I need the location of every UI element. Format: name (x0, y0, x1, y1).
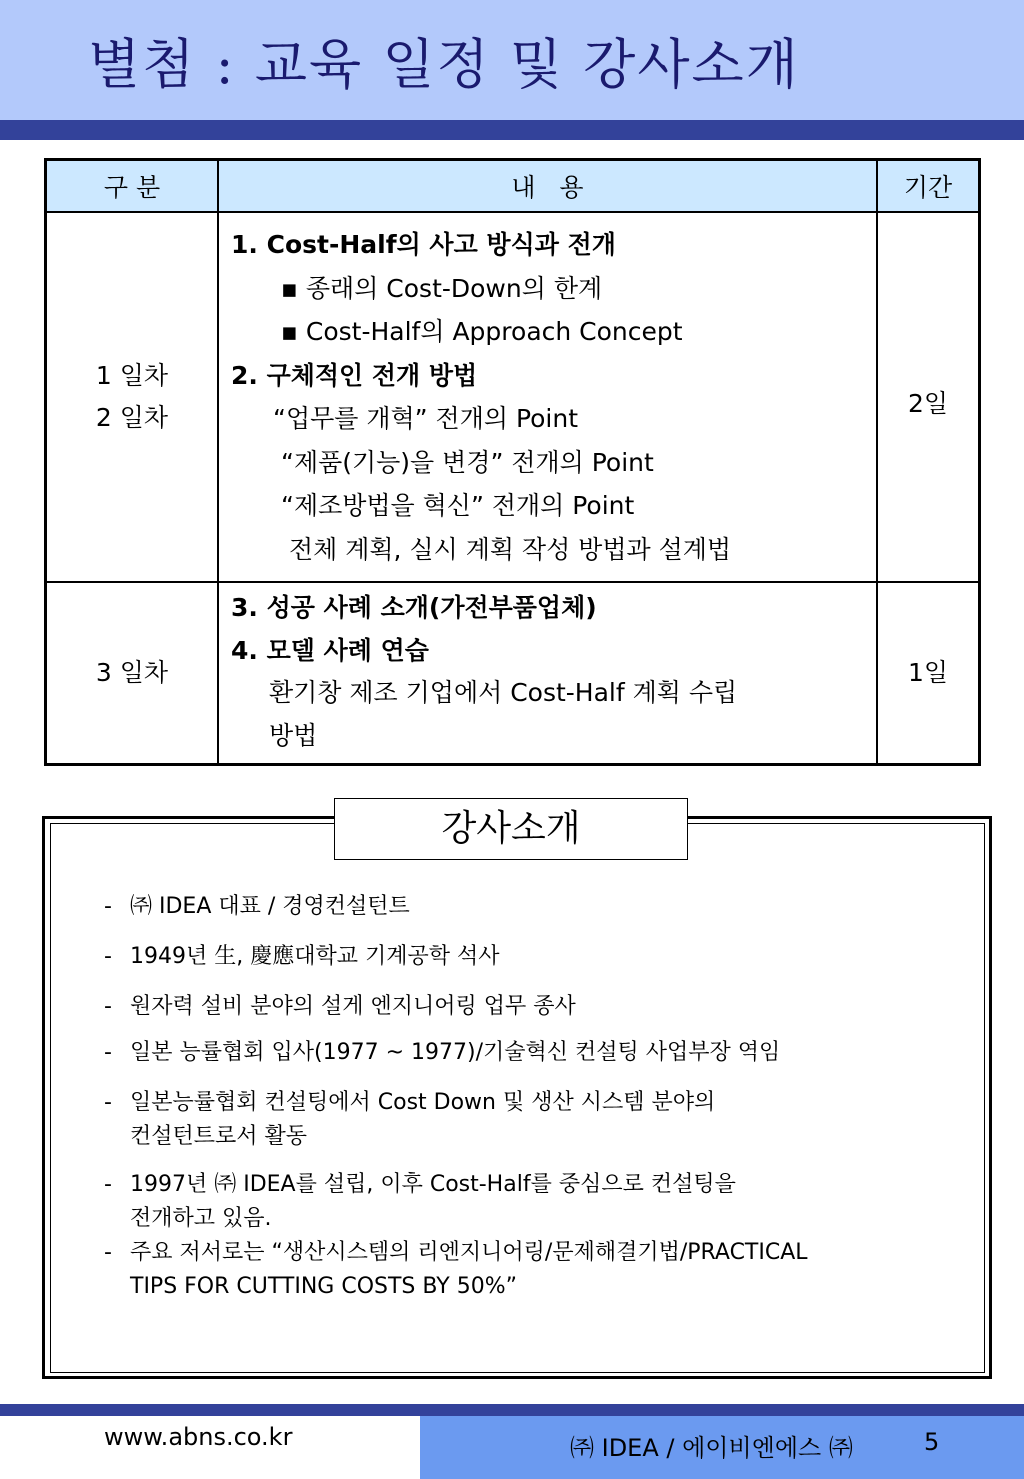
list-item-text: 주요 저서로는 “생산시스템의 리엔지니어링/문제해결기법/PRACTICAL (130, 1240, 808, 1265)
content-line: “업무를 개혁” 전개의 Point (273, 404, 579, 433)
dash-marker: - (104, 1240, 112, 1265)
content-line: 2. 구체적인 전개 방법 (231, 360, 478, 390)
list-item-text: TIPS FOR CUTTING COSTS BY 50%” (130, 1274, 517, 1299)
day-label: 2 일차 (95, 403, 169, 432)
content-line: “제품(기능)을 변경” 전개의 Point (281, 447, 654, 477)
table-row (46, 582, 980, 765)
content-line: ▪ Cost-Half의 Approach Concept (281, 317, 683, 346)
day-cell (46, 582, 219, 765)
content-line: 전체 계획, 실시 계획 작성 방법과 설계법 (289, 534, 732, 564)
content-line: 1. Cost-Half의 사고 방식과 전개 (231, 230, 616, 259)
page-number: 5 (924, 1428, 940, 1456)
dash-marker: - (104, 1090, 112, 1115)
list-item-text: ㈜ IDEA 대표 / 경영컨설턴트 (130, 894, 410, 919)
list-item-text: 일본능률협회 컨설팅에서 Cost Down 및 생산 시스템 분야의 (130, 1090, 716, 1115)
list-item-text: 1949년 生, 慶應대학교 기계공학 석사 (130, 944, 500, 969)
schedule-table (44, 158, 981, 766)
list-item (104, 990, 974, 1024)
content-cell (218, 582, 877, 765)
header-category: 구 분 (46, 160, 219, 213)
footer-url[interactable]: www.abns.co.kr (104, 1423, 293, 1451)
content-line: 3. 성공 사례 소개(가전부품업체) (231, 593, 597, 622)
content-cell (218, 212, 877, 582)
table-header-row (46, 160, 980, 213)
list-item-text: 전개하고 있음. (130, 1206, 272, 1231)
dash-marker: - (104, 1172, 112, 1197)
content-line: “제조방법을 혁신” 전개의 Point (281, 491, 635, 520)
list-item-text: 컨설턴트로서 활동 (130, 1124, 308, 1149)
footer-bar (0, 1404, 1024, 1416)
dash-marker: - (104, 994, 112, 1019)
list-item-text: 1997년 ㈜ IDEA를 설립, 이후 Cost-Half를 중심으로 컨설팅을 (130, 1172, 736, 1197)
table-row (46, 212, 980, 582)
content-line: 환기창 제조 기업에서 Cost-Half 계획 수립 (269, 678, 738, 707)
content-line: 4. 모델 사례 연습 (231, 635, 429, 665)
instructor-title: 강사소개 (334, 798, 688, 860)
dash-marker: - (104, 894, 112, 919)
duration-value: 2일 (907, 389, 949, 418)
day-cell (46, 212, 219, 582)
duration-cell (877, 582, 980, 765)
duration-cell (877, 212, 980, 582)
duration-value: 1일 (907, 658, 949, 687)
header-bar (0, 120, 1024, 140)
list-item (104, 1036, 974, 1070)
list-item-text: 원자력 설비 분야의 설게 엔지니어링 업무 종사 (130, 994, 576, 1019)
dash-marker: - (104, 1040, 112, 1065)
list-item (104, 1168, 974, 1236)
header-content: 내 용 (218, 160, 877, 213)
list-item (104, 1086, 974, 1154)
day-label: 3 일차 (95, 658, 169, 687)
content-line: 방법 (269, 720, 318, 750)
list-item-text: 일본 능률협회 입사(1977 ~ 1977)/기술혁신 컨설팅 사업부장 역임 (130, 1040, 781, 1065)
page-title: 별첨 : 교육 일정 및 강사소개 (88, 33, 800, 96)
day-label: 1 일차 (95, 361, 169, 390)
header-duration: 기간 (877, 160, 980, 213)
content-line: ▪ 종래의 Cost-Down의 한계 (281, 273, 603, 303)
instructor-list (104, 890, 974, 1304)
dash-marker: - (104, 944, 112, 969)
footer-company: ㈜ IDEA / 에이비엔에스 ㈜ (570, 1434, 853, 1462)
list-item (104, 890, 974, 924)
list-item (104, 940, 974, 974)
list-item (104, 1236, 974, 1304)
